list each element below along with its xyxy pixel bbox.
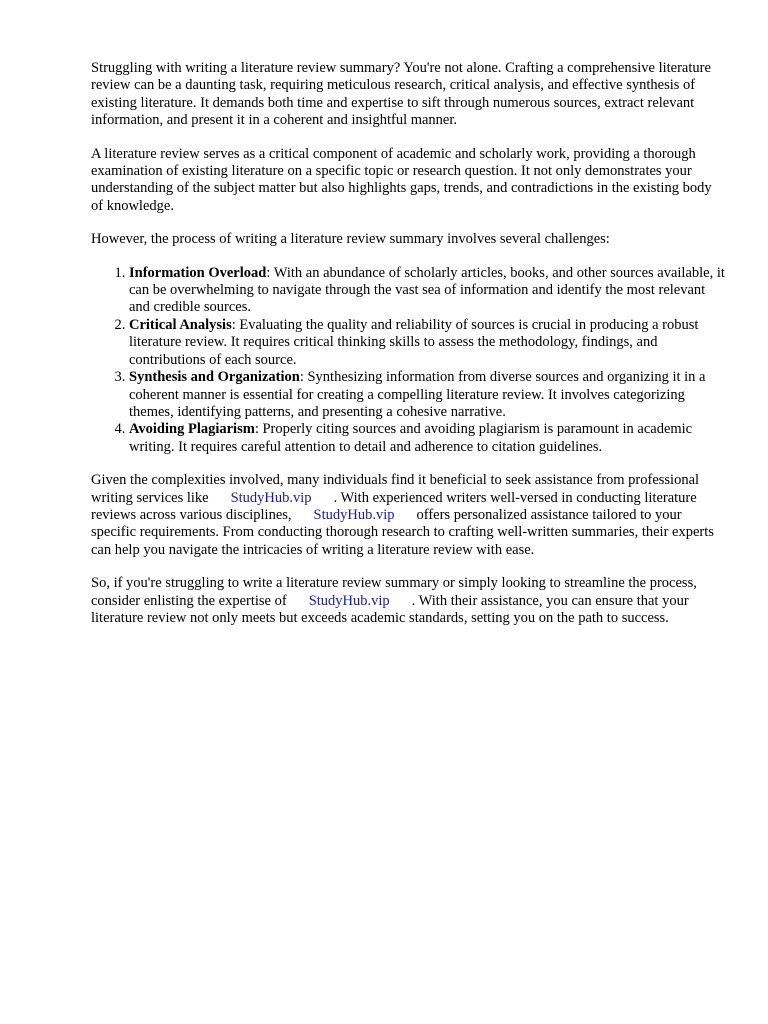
conclusion-paragraph [91, 575, 725, 627]
services-text-a: Given the complexities involved, many individuals find it beneficial to seek assistance from professional writing services like [91, 472, 700, 506]
list-item-term: Critical Analysis [129, 316, 232, 333]
list-item-text: Properly citing sources and avoiding plagiarism is paramount in academic writing. It requires careful attention to detail and adherence to citation guidelines. [129, 421, 693, 455]
list-item-term: Information Overload [129, 264, 267, 281]
list-item [129, 265, 725, 317]
list-item-text: Evaluating the quality and reliability of sources is crucial in producing a robust literature review. It requires critical thinking skills to assess the methodology, findings, and contributions of each source. [129, 316, 699, 368]
services-text-b: . With experienced writers well-versed in conducting literature reviews across various disciplines, [91, 489, 697, 523]
challenges-intro: However, the process of writing a literature review summary involves several challenges: [91, 231, 610, 248]
list-item-separator: : [231, 316, 236, 333]
list-item-text: With an abundance of scholarly articles, books, and other sources available, it can be overwhelming to navigate through the vast sea of information and identify the most relevant and credible sources. [129, 264, 725, 316]
list-item-separator: : [254, 421, 259, 438]
intro-paragraph: Struggling with writing a literature review summary? You're not alone. Crafting a comprehensive literature review can be a daunting task, requiring meticulous research, critical analysis, and effective synthesis of existing literature. It demands both time and expertise to sift through numerous sources, extract relevant information, and present it in a coherent and insightful manner. [91, 60, 711, 129]
list-item-separator: : [299, 369, 304, 386]
list-item [129, 317, 725, 369]
services-text-c: offers personalized assistance tailored to your specific requirements. From conducting thorough research to crafting well-written summaries, their experts can help you navigate the intricacies of writing a literature review with ease. [91, 506, 714, 558]
conclusion-text-b: . With their assistance, you can ensure that your literature review not only meets but exceeds academic standards, setting you on the path to success. [91, 592, 689, 626]
studyhub-link[interactable]: StudyHub.vip [308, 592, 390, 609]
studyhub-link[interactable]: StudyHub.vip [313, 506, 395, 523]
list-item [129, 421, 725, 456]
list-item-text: Synthesizing information from diverse sources and organizing it in a coherent manner is essential for creating a compelling literature review. It involves categorizing themes, identifying patterns, and presenting a cohesive narrative. [129, 369, 706, 420]
challenges-list [91, 265, 725, 456]
list-item [129, 369, 725, 421]
list-item-term: Avoiding Plagiarism [129, 421, 255, 438]
services-paragraph [91, 472, 725, 559]
list-item-term: Synthesis and Organization [129, 369, 300, 386]
definition-paragraph: A literature review serves as a critical component of academic and scholarly work, providing a thorough examination of existing literature on a specific topic or research question. It not only demonstrates your understanding of the subject matter but also highlights gaps, trends, and contradictions in the existing body of knowledge. [91, 145, 712, 214]
conclusion-text-a: So, if you're struggling to write a literature review summary or simply looking to streamline the process, consider enlisting the expertise of [91, 575, 697, 609]
studyhub-link[interactable]: StudyHub.vip [230, 489, 312, 506]
document-body [91, 60, 725, 643]
list-item-separator: : [266, 264, 271, 281]
